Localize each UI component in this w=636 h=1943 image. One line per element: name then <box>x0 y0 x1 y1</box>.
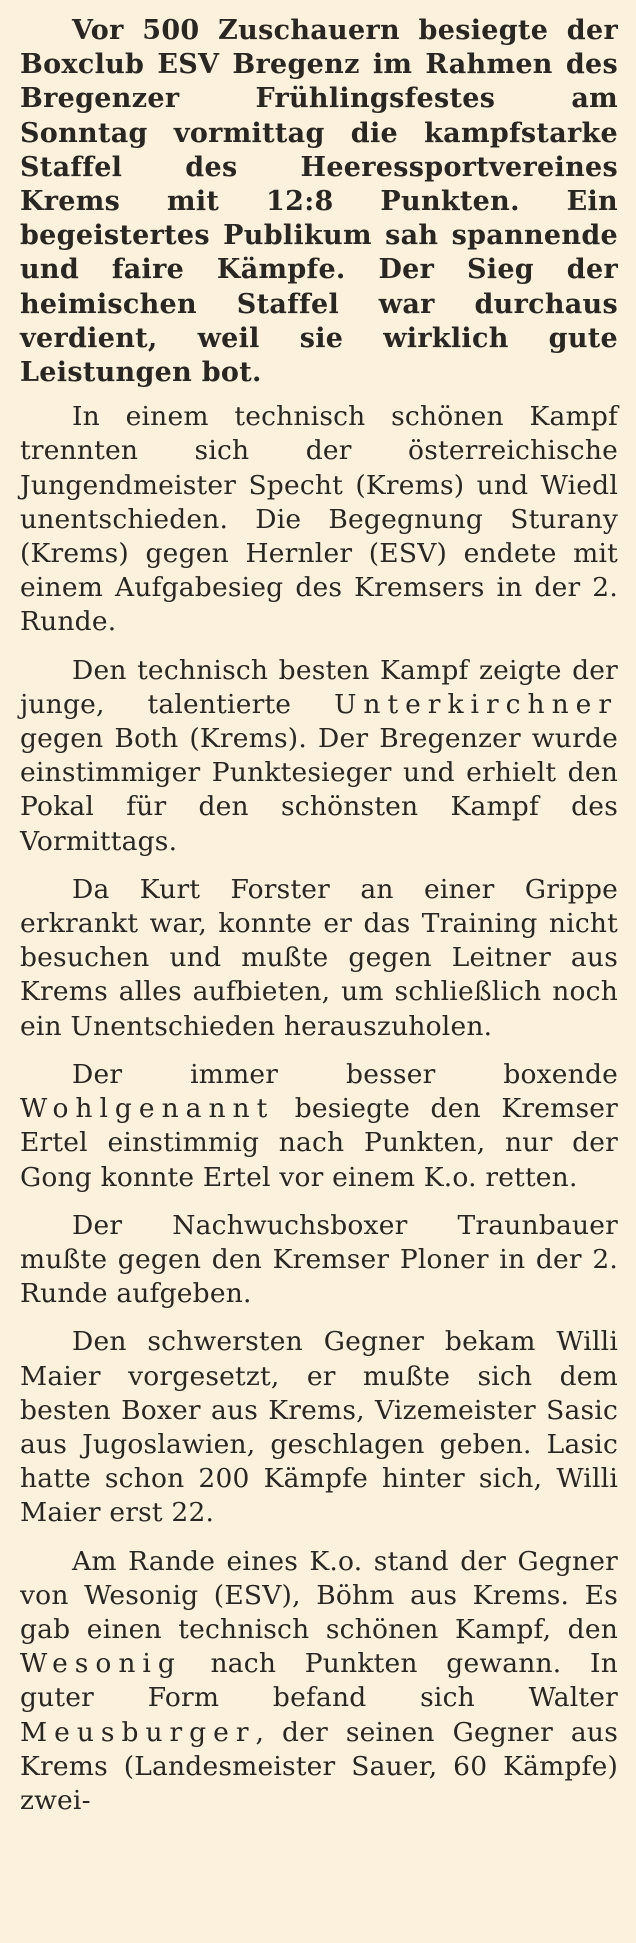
boxer-name-spaced: Unterkirchner <box>334 688 618 720</box>
article-column <box>20 14 618 1832</box>
article-lead <box>20 14 618 390</box>
paragraph-text: besiegte den Kremser Ertel einstimmig nach Punkten, nur der Gong konnte Ertel vor einem K.o. retten. <box>20 1093 618 1193</box>
paragraph-text: nach Punkten gewann. In guter Form befand sich Walter <box>20 1648 618 1714</box>
paragraph-text: Der immer besser boxende <box>72 1058 618 1090</box>
paragraph-wesonig <box>20 1545 618 1819</box>
paragraph-text: , der seinen Gegner aus Krems (Landesmeister Sauer, 60 Kämpfe) zwei- <box>20 1716 618 1816</box>
boxer-name-spaced: Meusburger <box>20 1716 256 1748</box>
boxer-name-spaced: Wohlgenannt <box>20 1093 275 1125</box>
paragraph-forster <box>20 873 618 1044</box>
paragraph-text: Den technisch besten Kampf zeigte der junge, talentierte <box>20 654 618 720</box>
boxer-name-spaced: Wesonig <box>20 1648 182 1680</box>
paragraph-maier <box>20 1325 618 1530</box>
paragraph-text: Am Rande eines K.o. stand der Gegner von Wesonig (ESV), Böhm aus Krems. Es gab einen technisch schönen Kampf, den <box>20 1545 618 1645</box>
paragraph-wohlgenannt <box>20 1058 618 1195</box>
paragraph-text: Den schwersten Gegner bekam Willi Maier vorgesetzt, er mußte sich dem besten Boxer aus Krems, Vizemeister Sasic aus Jugoslawien, geschlagen geben. Lasic hatte schon 200 Kämpfe hinter sich, Willi Maier erst 22. <box>20 1326 618 1529</box>
paragraph-unterkirchner <box>20 654 618 859</box>
paragraph-text: Der Nachwuchsboxer Traunbauer mußte gegen den Kremser Ploner in der 2. Runde aufgeben. <box>20 1209 618 1310</box>
paragraph-text: In einem technisch schönen Kampf trennten sich der österreichische Jungendmeister Specht (Krems) und Wiedl unentschieden. Die Begegnung Sturany (Krems) gegen Hernler (ESV) endete mit einem Aufgabesieg des Kremsers in der 2. Runde. <box>20 401 618 638</box>
lead-text: Vor 500 Zuschauern besiegte der Boxclub ESV Bregenz im Rahmen des Bregenzer Frühlingsfestes am Sonntag vormittag die kampfstarke Staffel des Heeressportvereines Krems mit 12:8 Punkten. Ein begeistertes Publikum sah spannende und faire Kämpfe. Der Sieg der heimischen Staffel war durchaus verdient, weil sie wirklich gute Leistungen bot. <box>20 15 618 389</box>
paragraph-traunbauer <box>20 1209 618 1312</box>
paragraph-text: gegen Both (Krems). Der Bregenzer wurde einstimmiger Punktesieger und erhielt den Pokal für den schönsten Kampf des Vormittags. <box>20 723 618 857</box>
paragraph-text: Da Kurt Forster an einer Grippe erkrankt war, konnte er das Training nicht besuchen und mußte gegen Leitner aus Krems alles aufbieten, um schließlich noch ein Unentschieden herauszuholen. <box>20 873 618 1042</box>
paragraph-specht-wiedl <box>20 400 618 639</box>
